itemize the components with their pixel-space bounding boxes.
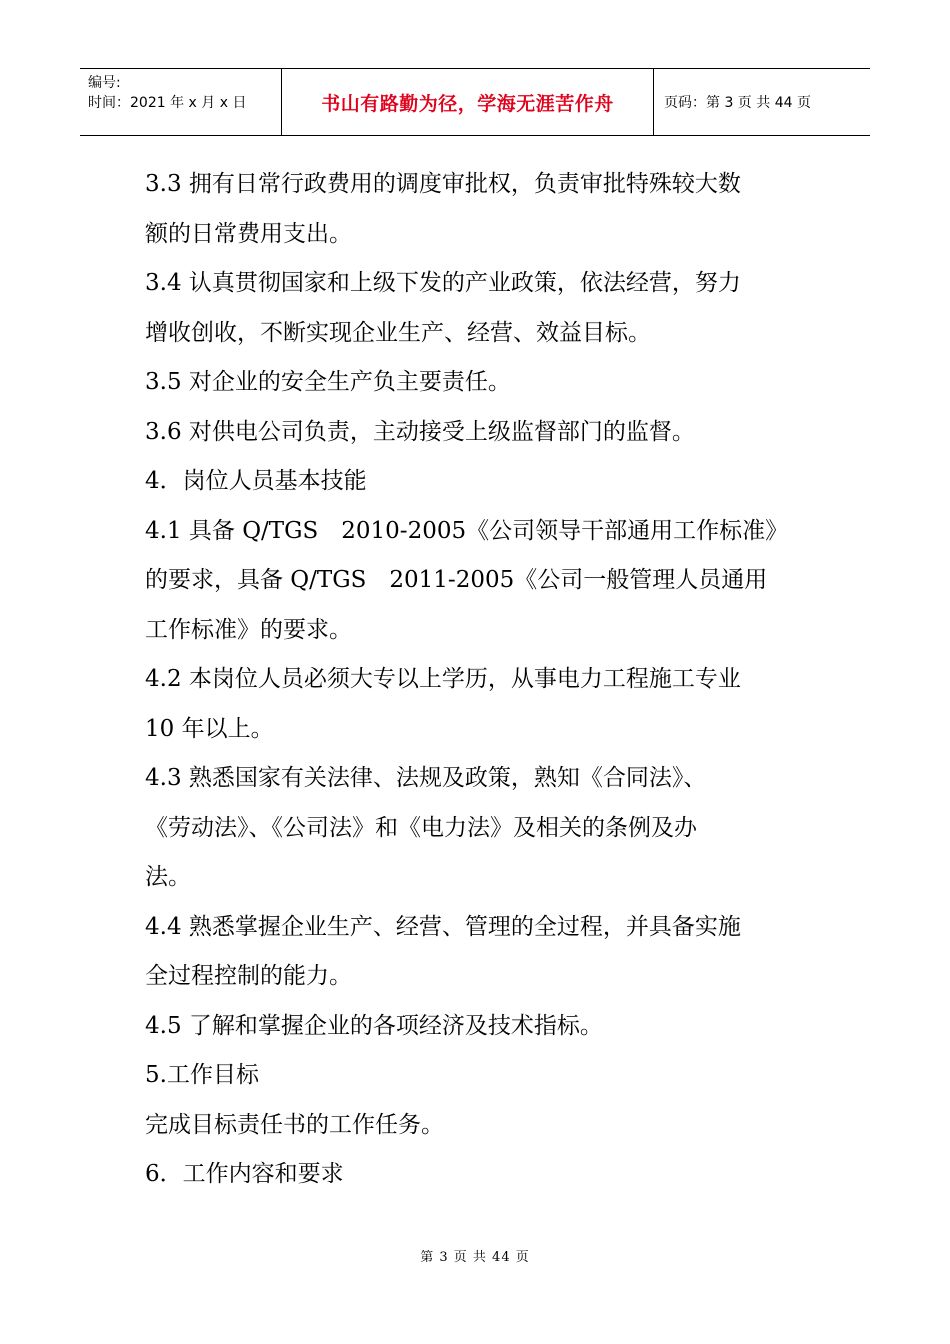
section-heading: 5.工作目标 xyxy=(145,1062,259,1088)
body-line: 4.2 本岗位人员必须大专以上学历，从事电力工程施工专业 xyxy=(145,666,741,692)
section-heading: 6．工作内容和要求 xyxy=(145,1161,344,1187)
body-line: 3.6 对供电公司负责，主动接受上级监督部门的监督。 xyxy=(145,418,695,445)
body-line: 3.3 拥有日常行政费用的调度审批权，负责审批特殊较大数 xyxy=(145,171,741,197)
page-header xyxy=(80,68,870,136)
body-line: 增收创收，不断实现企业生产、经营、效益目标。 xyxy=(145,319,651,346)
body-line: 《劳动法》、《公司法》和《电力法》及相关的条例及办 xyxy=(145,814,697,841)
document-date: 时间：2021 年 x 月 x 日 xyxy=(88,95,247,111)
body-line: 4.4 熟悉掌握企业生产、经营、管理的全过程，并具备实施 xyxy=(145,913,741,940)
body-line: 10 年以上。 xyxy=(145,715,274,742)
body-line: 全过程控制的能力。 xyxy=(145,963,352,989)
body-line: 法。 xyxy=(145,864,191,890)
body-line: 3.4 认真贯彻国家和上级下发的产业政策，依法经营，努力 xyxy=(145,270,741,296)
body-line: 3.5 对企业的安全生产负主要责任。 xyxy=(145,369,511,395)
body-line: 完成目标责任书的工作任务。 xyxy=(145,1111,444,1138)
body-line: 额的日常费用支出。 xyxy=(145,220,352,247)
section-heading: 4．岗位人员基本技能 xyxy=(145,468,367,494)
body-line: 工作标准》的要求。 xyxy=(145,616,352,643)
body-line: 的要求，具备 Q/TGS 2011-2005《公司一般管理人员通用 xyxy=(145,567,768,593)
document-body xyxy=(145,160,815,1200)
body-line: 4.5 了解和掌握企业的各项经济及技术指标。 xyxy=(145,1012,603,1039)
header-page-info: 页码：第 3 页 共 44 页 xyxy=(664,95,811,111)
page-footer: 第 3 页 共 44 页 xyxy=(420,1250,530,1265)
body-line: 4.1 具备 Q/TGS 2010-2005《公司领导干部通用工作标准》 xyxy=(145,517,789,544)
document-number-label: 编号: xyxy=(88,75,121,91)
header-motto: 书山有路勤为径，学海无涯苦作舟 xyxy=(282,69,654,135)
body-line: 4.3 熟悉国家有关法律、法规及政策，熟知《合同法》、 xyxy=(145,765,707,791)
header-meta xyxy=(80,69,282,135)
